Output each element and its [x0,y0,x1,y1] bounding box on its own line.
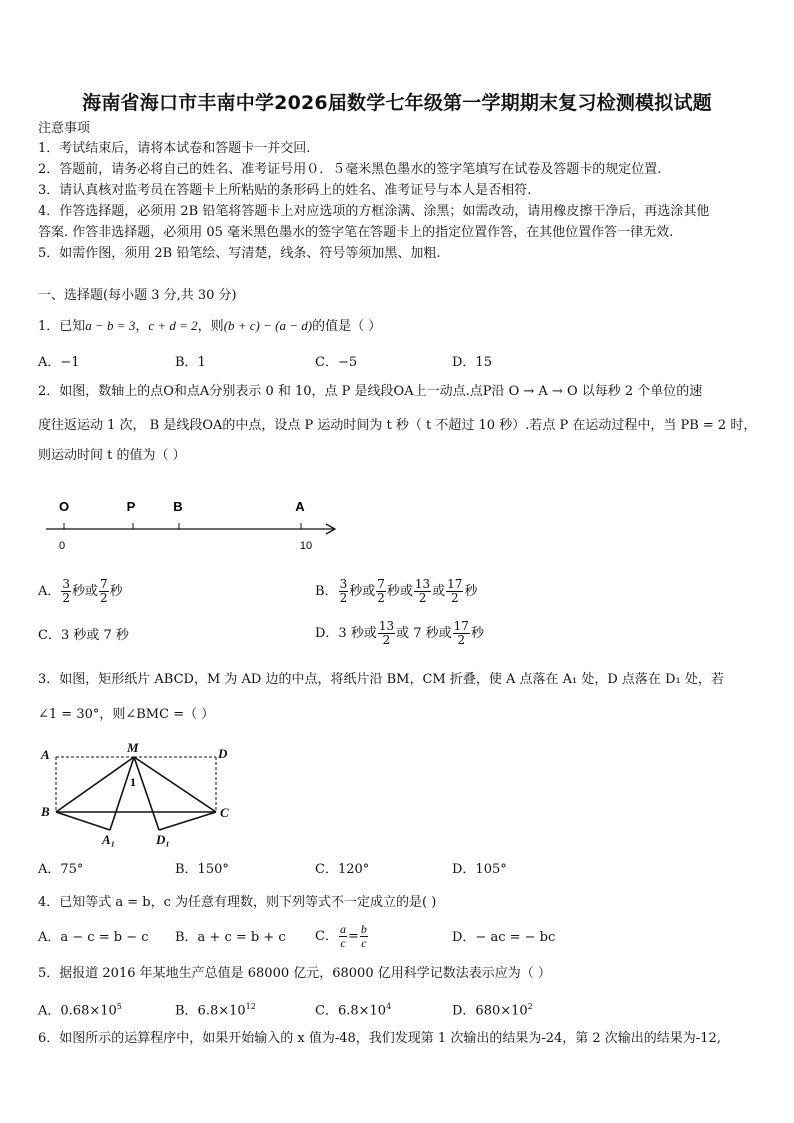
label-o: O [58,499,70,514]
fraction: $\frac{a}{c}$ [339,922,346,950]
line-ma1 [110,757,134,830]
option-letter: B． [315,584,338,599]
unit-text: 或 [432,584,446,599]
question-3-line2: ∠1 = 30°，则∠BMC =（ ） [38,707,215,722]
notice-heading: 注意事项 [38,121,91,136]
notice-item: 答案. 作答非选择题，必须用 05 毫米黑色墨水的签字笔在答题卡上的指定位置作答，在其他位置作答一律无效. [38,225,674,240]
q1-option-a: A．−1 [38,355,80,370]
q3-option-d: D．105° [452,862,507,877]
q1-option-b: B．1 [175,355,206,370]
fig-label-c: C [220,805,229,820]
section-heading: 一、选择题(每小题 3 分,共 30 分) [38,288,237,303]
option-text: D．3 秒或 [315,626,377,641]
notice-item: 3．请认真核对监考员在答题卡上所粘贴的条形码上的姓名、准考证号与本人是否相符. [38,183,532,198]
question-6: 6．如图所示的运算程序中，如果开始输入的 x 值为-48，我们发现第 1 次输出的结果为-24，第 2 次输出的结果为-12, [38,1031,721,1046]
fig-label-b: B [41,804,50,819]
option-letter: C． [315,929,338,944]
unit-text: 秒或 [386,584,413,599]
line-mb [56,757,134,812]
question-2-line1: 2．如图，数轴上的点O和点A分别表示 0 和 10，点 P 是线段OA上一动点.点P沿 O → A → O 以每秒 2 个单位的速 [38,384,703,399]
q1-sep: ， [135,319,149,334]
q5-option-c: C．$6.8\times 10^4$ [315,1002,392,1019]
fig-label-m: M [127,740,139,755]
page-title: 海南省海口市丰南中学2026届数学七年级第一学期期末复习检测模拟试题 [82,92,712,114]
q4-option-d: D．− ac = − bc [452,930,556,945]
unit-text: 秒 [109,584,123,599]
option-text: 秒 [470,626,484,641]
q1-option-d: D．15 [452,355,492,370]
line-ba1 [56,812,110,830]
label-a: A [295,499,305,514]
question-4: 4．已知等式 a = b，c 为任意有理数，则下列等式不一定成立的是( ) [38,895,437,910]
q2-option-d [315,620,484,647]
rectangle-fold-figure [38,738,238,850]
q2-option-b [315,578,477,605]
fig-label-d: D [218,746,228,761]
tick-label-10: 10 [299,540,313,552]
fig-label-a: A [41,747,50,762]
number-line-figure [38,495,348,557]
label-p: P [126,499,136,514]
q1-expr1: a − b = 3 [85,318,136,333]
unit-text: 秒 [464,584,478,599]
option-letter: A． [38,584,61,599]
unit-text: 秒或 [72,584,99,599]
question-1 [38,318,381,335]
q4-option-b: B．a + c = b + c [175,930,286,945]
option-text: 或 7 秒或 [396,626,452,641]
fraction: $\frac{3}{2}$ [62,577,71,605]
q3-option-c: C．120° [315,862,370,877]
q4-option-c [315,923,369,950]
question-2-line3: 则运动时间 t 的值为（ ） [38,448,186,463]
notice-item: 1．考试结束后，请将本试卷和答题卡一并交回. [38,141,311,156]
q1-post: 的值是（ ） [312,319,382,334]
question-2-line2: 度往返运动 1 次， B 是线段OA的中点，设点 P 运动时间为 t 秒（ t 不超过 10 秒）.若点 P 在运动过程中，当 PB = 2 时， [38,418,757,433]
q3-option-b: B．150° [175,862,229,877]
fraction: $\frac{13}{2}$ [414,577,431,605]
label-b: B [173,499,183,514]
notice-item: 5．如需作图，须用 2B 铅笔绘、写清楚，线条、符号等须加黑、加粗. [38,246,441,261]
q5-option-d: D．$680\times 10^2$ [452,1002,533,1019]
notice-item: 4．作答选择题，必须用 2B 铅笔将答题卡上对应选项的方框涂满、涂黑；如需改动，请用橡皮擦干净后，再选涂其他 [38,204,710,219]
line-cd1 [159,812,216,830]
q3-option-a: A．75° [38,862,84,877]
fraction: $\frac{7}{2}$ [100,577,108,605]
fig-label-d1: D₁ [156,832,170,847]
line-mc [134,757,216,812]
fig-label-a1: A₁ [102,832,116,847]
fraction: $\frac{b}{c}$ [360,922,367,950]
q5-option-b: B．$6.8\times 10^{12}$ [175,1002,256,1019]
q1-expr2: c + d = 2 [148,318,198,333]
fig-angle-label: 1 [130,775,136,789]
q1-option-c: C．−5 [315,355,358,370]
line-md1 [134,757,159,830]
unit-text: 秒或 [349,584,376,599]
fraction: $\frac{17}{2}$ [453,619,469,647]
equals-sign: = [347,929,359,944]
q2-option-c: C．3 秒或 7 秒 [38,628,129,643]
fraction: $\frac{7}{2}$ [377,577,385,605]
q1-prefix: 1．已知 [38,319,86,334]
tick-label-0: 0 [58,540,66,552]
q2-option-a [38,578,123,605]
fraction: $\frac{13}{2}$ [378,619,395,647]
question-3-line1: 3．如图，矩形纸片 ABCD，M 为 AD 边的中点，将纸片沿 BM，CM 折叠，使 A 点落在 A₁ 处，D 点落在 D₁ 处，若 [38,672,724,687]
q1-mid: ，则 [197,319,224,334]
fraction: $\frac{3}{2}$ [339,577,348,605]
question-5: 5．据报道 2016 年某地生产总值是 68000 亿元，68000 亿用科学记数法表示应为（ ） [38,966,551,981]
q4-option-a: A．a − c = b − c [38,930,149,945]
notice-item: 2．答题前，请务必将自己的姓名、准考证号用０．５毫米黑色墨水的签字笔填写在试卷及答题卡的规定位置. [38,162,662,177]
fraction: $\frac{17}{2}$ [447,577,463,605]
q5-option-a: A．$0.68\times 10^5$ [38,1002,122,1019]
q1-expr3: (b + c) − (a − d) [223,318,313,333]
